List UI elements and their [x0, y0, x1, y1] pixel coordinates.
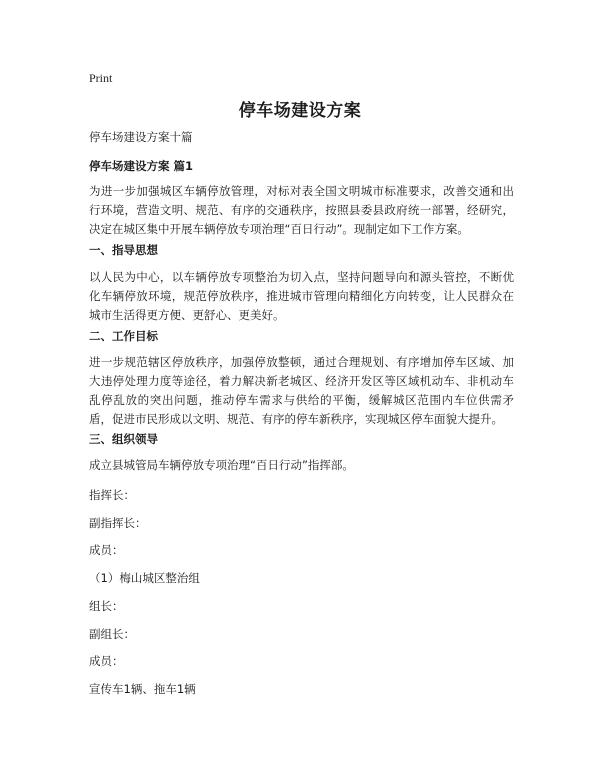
- heading-guiding-ideology: 一、指导思想: [89, 243, 158, 257]
- paragraph-work-goals: 进一步规范辖区停放秩序，加强停放整顿，通过合理规划、有序增加停车区域、加大违停处理力度等途径，着力解决新老城区、经济开发区等区域机动车、非机动车乱停乱放的突出问题，推动停车需求与供给的平衡，缓解城区范围内车位供需矛盾，促进市民形成以文明、规范、有序的停车新秩序，实现城区停车面貌大提升。: [89, 355, 514, 426]
- line-members: 成员：: [89, 543, 124, 557]
- heading-work-goals: 二、工作目标: [89, 329, 158, 343]
- intro-paragraph: 为进一步加强城区车辆停放管理，对标对表全国文明城市标准要求，改善交通和出行环境，营造文明、规范、有序的交通秩序，按照县委县政府统一部署，经研究，决定在城区集中开展车辆停放专项治理“百日行动”。现制定如下工作方案。: [89, 184, 514, 236]
- paragraph-guiding-ideology: 以人民为中心，以车辆停放专项整治为切入点，坚持问题导向和源头管控，不断优化车辆停放环境，规范停放秩序，推进城市管理向精细化方向转变，让人民群众在城市生活得更方便、更舒心、更美好。: [89, 270, 514, 322]
- document-subtitle: 停车场建设方案十篇: [89, 130, 193, 144]
- line-group-leader: 组长：: [89, 599, 124, 613]
- line-vice-commander: 副指挥长：: [89, 516, 147, 530]
- line-commander: 指挥长：: [89, 488, 135, 502]
- section-heading: 停车场建设方案 篇1: [89, 159, 194, 173]
- line-vice-group-leader: 副组长：: [89, 627, 135, 641]
- print-label[interactable]: Print: [89, 71, 113, 85]
- line-group-members: 成员：: [89, 654, 124, 668]
- line-vehicles: 宣传车1辆、拖车1辆: [89, 682, 196, 696]
- group-title: （1）梅山城区整治组: [89, 571, 200, 585]
- page-title: 停车场建设方案: [238, 101, 362, 121]
- paragraph-organization: 成立县城管局车辆停放专项治理“百日行动”指挥部。: [89, 458, 354, 472]
- heading-organization: 三、组织领导: [89, 432, 158, 446]
